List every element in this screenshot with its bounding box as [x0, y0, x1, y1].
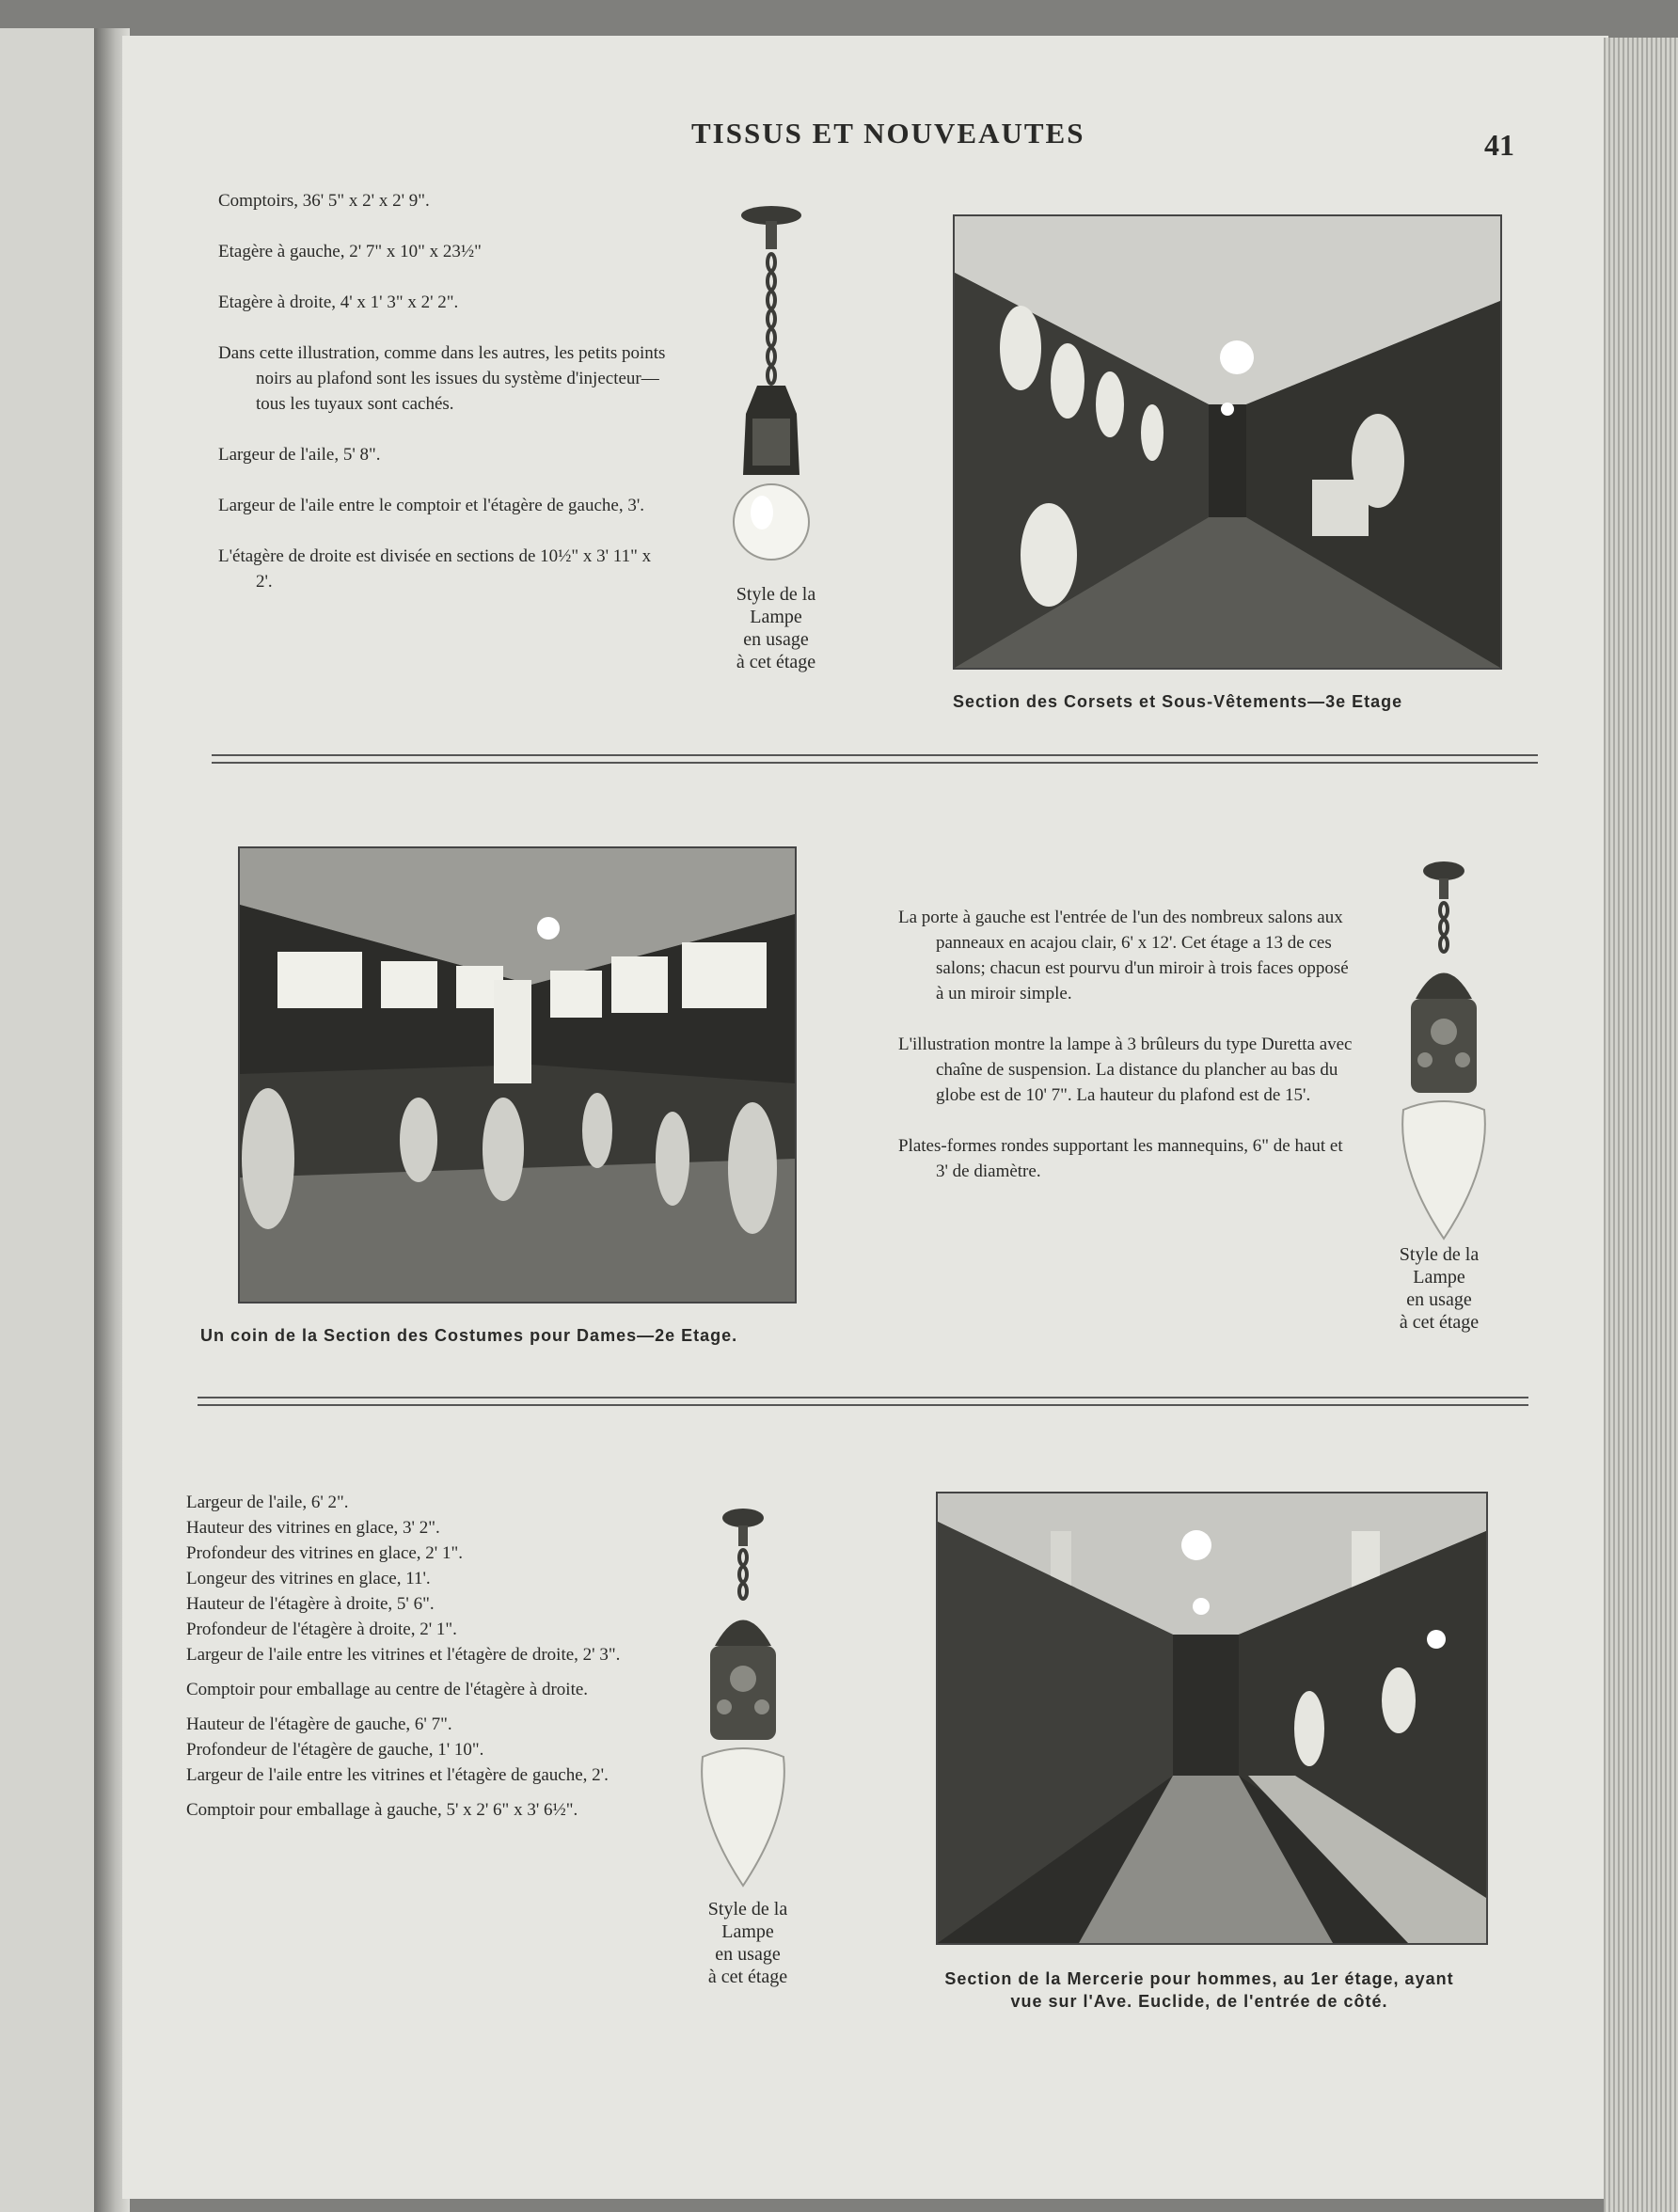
spec-line: Largeur de l'aile entre les vitrines et l'étagère de gauche, 2'. [186, 1765, 609, 1785]
section-divider [198, 1397, 1528, 1406]
section1-specs [218, 188, 670, 620]
photo-costumes-section [238, 846, 797, 1304]
page-number: 41 [1484, 128, 1514, 162]
spec-paragraph: Dans cette illustration, comme dans les autres, les petits points noirs au plafond sont les issues du système d'injecteur—tous les tuyaux sont cachés. [218, 343, 666, 414]
spec-paragraph: Etagère à gauche, 2' 7" x 10" x 23½" [218, 242, 482, 261]
section-divider [212, 754, 1538, 764]
spec-paragraph: Largeur de l'aile entre le comptoir et l'étagère de gauche, 3'. [218, 496, 645, 515]
spec-line: Hauteur des vitrines en glace, 3' 2". [186, 1518, 440, 1538]
spec-paragraph: L'étagère de droite est divisée en sections de 10½" x 3' 11" x 2'. [218, 546, 652, 592]
photo-caption: Un coin de la Section des Costumes pour Dames—2e Etage. [200, 1326, 738, 1345]
description-paragraph: Plates-formes rondes supportant les mannequins, 6" de haut et 3' de diamètre. [898, 1136, 1343, 1181]
spec-line: Longeur des vitrines en glace, 11'. [186, 1569, 431, 1588]
lamp-caption: Style de la Lampe en usage à cet étage [1399, 1244, 1480, 1333]
spec-paragraph: Comptoirs, 36' 5" x 2' x 2' 9". [218, 191, 430, 211]
section3-specs [186, 1490, 649, 1848]
photo-caption: Section de la Mercerie pour hommes, au 1er étage, ayant vue sur l'Ave. Euclide, de l'entrée de côté. [944, 1969, 1454, 2011]
spec-line: Largeur de l'aile, 6' 2". [186, 1493, 349, 1512]
spec-paragraph: Largeur de l'aile, 5' 8". [218, 445, 381, 465]
spec-line: Largeur de l'aile entre les vitrines et l'étagère de droite, 2' 3". [186, 1645, 621, 1665]
photo-corsets-section [953, 214, 1502, 670]
lamp-illustration [682, 1505, 804, 1900]
spec-line: Profondeur de l'étagère de gauche, 1' 10". [186, 1740, 484, 1760]
spec-paragraph: Etagère à droite, 4' x 1' 3" x 2' 2". [218, 292, 459, 312]
spec-line: Hauteur de l'étagère de gauche, 6' 7". [186, 1714, 452, 1734]
photo-mercerie-section [936, 1492, 1488, 1945]
page-stack-edge [1604, 38, 1678, 2212]
photo-caption: Section des Corsets et Sous-Vêtements—3e Etage [953, 692, 1403, 711]
spec-paragraph: Comptoir pour emballage à gauche, 5' x 2' 6" x 3' 6½". [186, 1800, 578, 1820]
lamp-illustration [1383, 858, 1505, 1253]
lamp-caption: Style de la Lampe en usage à cet étage [736, 584, 816, 672]
spec-paragraph: Comptoir pour emballage au centre de l'étagère à droite. [186, 1680, 589, 1699]
left-page-edge [0, 28, 94, 2212]
description-paragraph: L'illustration montre la lampe à 3 brûleurs du type Duretta avec chaîne de suspension. La distance du plancher au bas du globe est de 10' 7". La hauteur du plafond est de 15'. [898, 1035, 1353, 1105]
spec-line: Profondeur des vitrines en glace, 2' 1". [186, 1543, 463, 1563]
lamp-caption: Style de la Lampe en usage à cet étage [707, 1899, 788, 1987]
page-title: TISSUS ET NOUVEAUTES [691, 117, 1085, 150]
section2-description [898, 905, 1354, 1209]
spec-line: Hauteur de l'étagère à droite, 5' 6". [186, 1594, 435, 1614]
lamp-illustration [720, 202, 823, 607]
description-paragraph: La porte à gauche est l'entrée de l'un des nombreux salons aux panneaux en acajou clair, 6' x 12'. Cet étage a 13 de ces salons; chacun est pourvu d'un miroir à trois faces opposé à un miroir simple. [898, 908, 1349, 1003]
spec-line: Profondeur de l'étagère à droite, 2' 1". [186, 1620, 457, 1639]
